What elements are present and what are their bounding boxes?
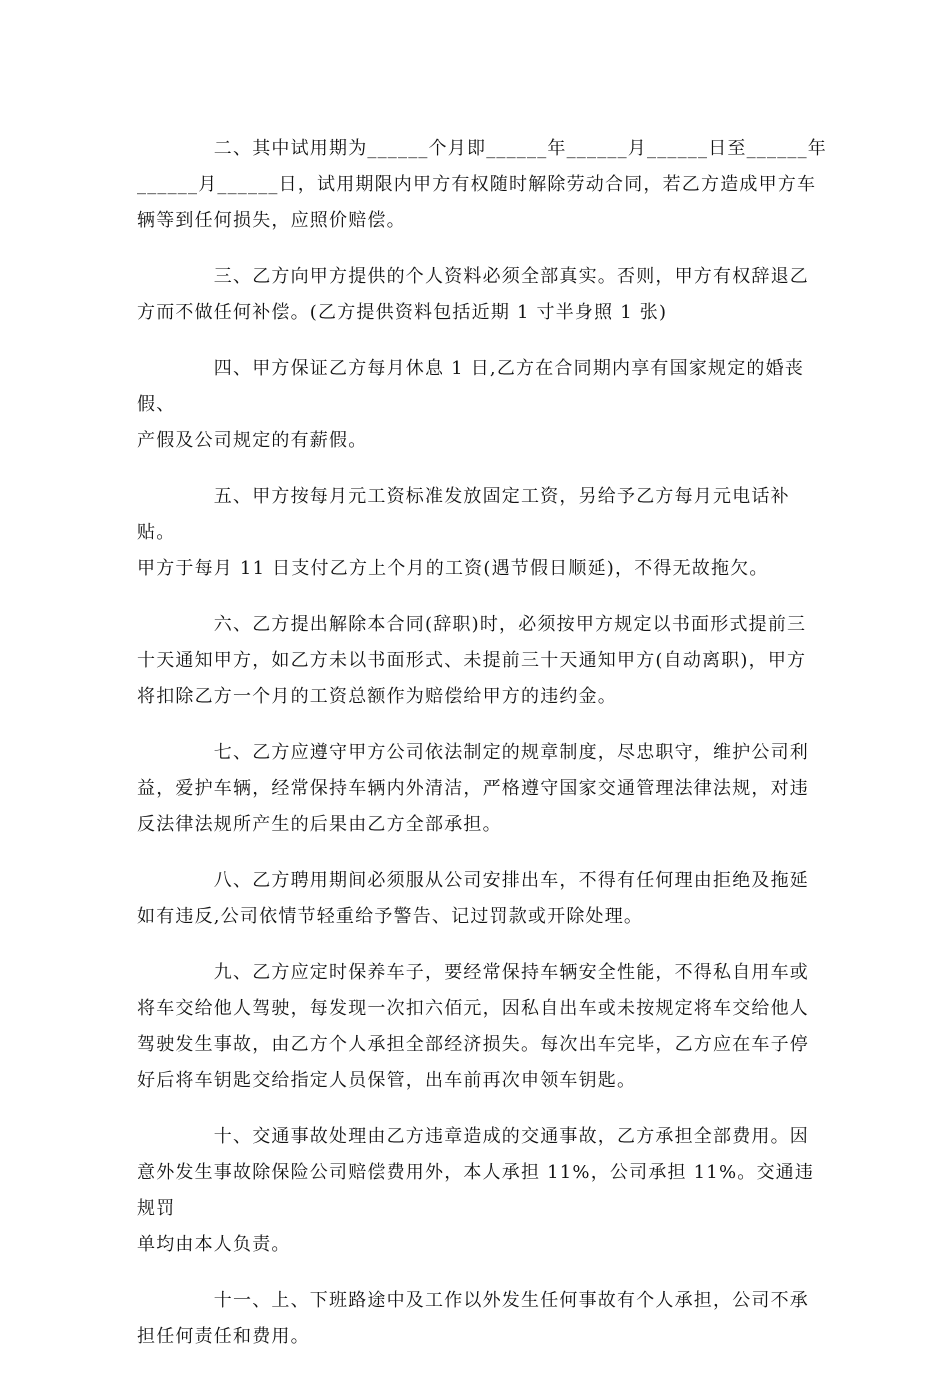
clause-2-trial-period: 二、其中试用期为______个月即______年______月______日至______年 ______月______日，试用期限内甲方有权随时解除劳动合同，若乙方造成甲方车 辆等到任何损失，应照价赔偿。: [137, 138, 827, 231]
clause-11-commute: 十一、上、下班路途中及工作以外发生任何事故有个人承担，公司不承 担任何责任和费用。: [137, 1290, 809, 1347]
clause-4-leave: 四、甲方保证乙方每月休息 1 日,乙方在合同期内享有国家规定的婚丧假、 产假及公司规定的有薪假。: [137, 358, 805, 451]
clause-9-maintenance: 九、乙方应定时保养车子，要经常保持车辆安全性能，不得私自用车或 将车交给他人驾驶，每发现一次扣六佰元，因私自出车或未按规定将车交给他人 驾驶发生事故，由乙方个人承担全部经济损失。每次出车完毕，乙方应在车子停 好后将车钥匙交给指定人员保管，出车前再次申领车钥匙。: [137, 962, 809, 1091]
clause-5-salary: 五、甲方按每月元工资标准发放固定工资，另给予乙方每月元电话补贴。 甲方于每月 11 日支付乙方上个月的工资(遇节假日顺延)，不得无故拖欠。: [137, 486, 790, 579]
contract-body: [137, 131, 827, 1375]
clause-7-rules: 七、乙方应遵守甲方公司依法制定的规章制度，尽忠职守，维护公司利 益，爱护车辆，经常保持车辆内外清洁，严格遵守国家交通管理法律法规，对违 反法律法规所产生的后果由乙方全部承担。: [137, 742, 809, 835]
clause-10-accidents: 十、交通事故处理由乙方违章造成的交通事故，乙方承担全部费用。因 意外发生事故除保险公司赔偿费用外，本人承担 11%，公司承担 11%。交通违规罚 单均由本人负责。: [137, 1126, 815, 1255]
clause-3-personal-info: 三、乙方向甲方提供的个人资料必须全部真实。否则，甲方有权辞退乙 方而不做任何补偿。(乙方提供资料包括近期 1 寸半身照 1 张): [137, 266, 809, 323]
clause-6-resignation: 六、乙方提出解除本合同(辞职)时，必须按甲方规定以书面形式提前三 十天通知甲方，如乙方未以书面形式、未提前三十天通知甲方(自动离职)，甲方 将扣除乙方一个月的工资总额作为赔偿给甲方的违约金。: [137, 614, 807, 707]
clause-8-dispatch: 八、乙方聘用期间必须服从公司安排出车，不得有任何理由拒绝及拖延 如有违反,公司依情节轻重给予警告、记过罚款或开除处理。: [137, 870, 809, 927]
